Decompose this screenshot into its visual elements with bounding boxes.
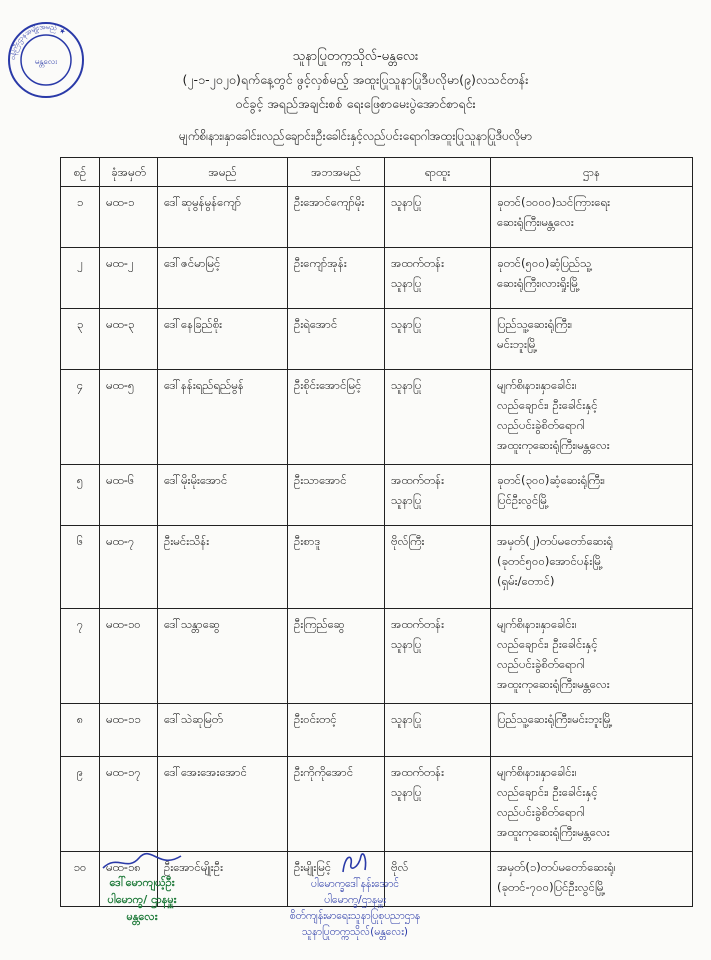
cell-father: ဦးသာအောင် (288, 465, 385, 526)
cell-dept (491, 465, 693, 526)
cell-roll: မထ-၁၁ (100, 704, 158, 757)
cell-dept (491, 852, 693, 907)
cell-father: ဦးကိုကိုအောင် (288, 757, 385, 852)
cell-rank (385, 187, 491, 248)
cell-roll: မထ-၁၀ (100, 609, 158, 704)
table-header-row (61, 158, 693, 187)
dept-line: ဆေးရုံကြီး၊မန္တလေး (497, 215, 574, 229)
col-header-rank: ရာထူး (385, 158, 491, 187)
rank-line: အထက်တန်း (391, 256, 444, 270)
rank-line: အထက်တန်း (391, 473, 444, 487)
signer-right-name: ပါမောက္ခဒေါ်နန်းအောင် (310, 878, 400, 890)
cell-name: ဒေါ်နေခြည်စိုး (158, 309, 288, 370)
cell-no: ၅ (61, 465, 100, 526)
dept-line: လည်ပင်းခွဲစိတ်ရောဂါ (497, 418, 586, 432)
cell-no: ၈ (61, 704, 100, 757)
doc-title-list: ဝင်ခွင့် အရည်အချင်းစစ် ရေးဖြေစာမေးပွဲအောင်စာရင်း (235, 96, 476, 111)
dept-line: ခုတင်(၁၀၀၀)သင်ကြားရေး (497, 195, 610, 209)
cell-father: ဦးဝင်းတင့် (288, 704, 385, 757)
cell-roll: မထ-၂ (100, 248, 158, 309)
cell-rank (385, 248, 491, 309)
table-row (61, 309, 693, 370)
cell-roll: မထ-၆ (100, 465, 158, 526)
rank-line: သူနာပြု (391, 195, 422, 209)
rank-line: သူနာပြု (391, 317, 422, 331)
cell-no: ၁ (61, 187, 100, 248)
cell-father: ဦးစာဒူ (288, 526, 385, 609)
dept-line: အမှတ်(၁)တပ်မတော်ဆေးရုံ၊ (497, 860, 616, 874)
handwritten-signature-left (97, 850, 187, 874)
cell-roll: မထ-၃ (100, 309, 158, 370)
dept-line: လည်ချောင်း၊ ဦးခေါင်းနှင့် (497, 785, 598, 799)
cell-roll: မထ-၁၇ (100, 757, 158, 852)
dept-line: ခုတင်(၃၀၀)ဆံ့ဆေးရုံကြီး၊ (497, 473, 605, 487)
cell-no: ၉ (61, 757, 100, 852)
dept-line: လည်ပင်းခွဲစိတ်ရောဂါ (497, 657, 586, 671)
signer-right-title: ပါမောက္ခ/ဌာနမှူး (324, 894, 386, 906)
dept-line: ပြင်ဦးလွင်မြို့ (497, 493, 549, 507)
rank-line: သူနာပြု (391, 493, 422, 507)
cell-no: ၁၀ (61, 852, 100, 907)
cell-rank (385, 609, 491, 704)
signature-block-right (225, 850, 485, 940)
doc-title-university: သူနာပြုတက္ကသိုလ်-မန္တလေး (292, 49, 419, 64)
table-row (61, 526, 693, 609)
dept-line: ပြည်သူ့ဆေးရုံကြီး၊ (497, 317, 573, 331)
cell-rank (385, 309, 491, 370)
dept-line: လည်ချောင်း၊ ဦးခေါင်းနှင့် (497, 637, 598, 651)
results-table (60, 157, 693, 907)
dept-line: အထူးကုဆေးရုံကြီး၊မန္တလေး (497, 825, 610, 839)
cell-rank (385, 370, 491, 465)
cell-no: ၂ (61, 248, 100, 309)
cell-rank (385, 704, 491, 757)
rank-line: ဗိုလ် (391, 860, 409, 874)
dept-line: (ခုတင်-၇၀၀)ပြင်ဦးလွင်မြို့ (497, 880, 606, 894)
cell-father: ဦးမျိုးမြင့် (288, 852, 385, 907)
signer-left-name: ဒေါ်မောကျယ့်ဦး (109, 876, 175, 889)
cell-name: ဦးအောင်မျိုးဦး (158, 852, 288, 907)
cell-rank (385, 526, 491, 609)
cell-father: ဦးရဲအောင် (288, 309, 385, 370)
seal-ring-text: ဝန်ကြီးဌာနအမျိုးအမည် ★ (8, 22, 68, 61)
cell-dept (491, 309, 693, 370)
doc-title-course: (၂-၁-၂၀၂၀)ရက်နေ့တွင် ဖွင့်လှစ်မည့် အထူးပြုသူနာပြုဒီပလိုမာ(၉)လသင်တန်း (182, 72, 529, 87)
cell-dept (491, 609, 693, 704)
table-row (61, 370, 693, 465)
doc-subtitle-specialty: မျက်စိ၊နား၊နှာခေါင်း၊လည်ချောင်း၊ဦးခေါင်းနှင့်လည်ပင်းရောဂါအထူးပြုသူနာပြုဒီပလိုမာ (179, 129, 532, 143)
dept-line: အထူးကုဆေးရုံကြီး၊မန္တလေး (497, 438, 610, 452)
cell-name: ဒေါ်အေးအေးအောင် (158, 757, 288, 852)
dept-line: မင်းဘူးမြို့ (497, 337, 538, 351)
cell-rank (385, 757, 491, 852)
cell-father: ဦးစိုင်းအောင်မြင့် (288, 370, 385, 465)
cell-name: ဒေါ်သန္တာဆွေ (158, 609, 288, 704)
cell-no: ၄ (61, 370, 100, 465)
cell-roll: မထ-၁၈ (100, 852, 158, 907)
cell-dept (491, 526, 693, 609)
signature-block-left (52, 850, 232, 925)
handwritten-signature-right (335, 850, 375, 876)
cell-rank (385, 465, 491, 526)
rank-line: သူနာပြု (391, 637, 422, 651)
dept-line: မျက်စိ၊နား၊နှာခေါင်း၊ (497, 765, 577, 779)
rank-line: ဗိုလ်ကြီး (391, 534, 425, 548)
dept-line: အထူးကုဆေးရုံကြီး၊မန္တလေး (497, 677, 610, 691)
rank-line: အထက်တန်း (391, 617, 444, 631)
rank-line: သူနာပြု (391, 712, 422, 726)
dept-line: လည်ချောင်း၊ ဦးခေါင်းနှင့် (497, 398, 598, 412)
dept-line: ခုတင်(၅၀၀)ဆံ့ပြည်သူ့ (497, 256, 592, 270)
table-row (61, 465, 693, 526)
signer-left-title: ပါမောက္ခ/ ဌာနမှူး (107, 893, 177, 906)
table-row (61, 248, 693, 309)
table-row (61, 609, 693, 704)
cell-father: ဦးအောင်ကျော်မိုး (288, 187, 385, 248)
cell-dept (491, 248, 693, 309)
dept-line: လည်ပင်းခွဲစိတ်ရောဂါ (497, 805, 586, 819)
rank-line: သူနာပြု (391, 378, 422, 392)
table-row (61, 757, 693, 852)
col-header-no: စဉ် (61, 158, 100, 187)
dept-line: ဆေးရုံကြီး၊လားရှိုးမြို့ (497, 276, 580, 290)
signer-right-institution: သူနာပြုတက္ကသိုလ်(မန္တလေး) (302, 926, 408, 938)
col-header-dept: ဌာန (491, 158, 693, 187)
cell-roll: မထ-၁ (100, 187, 158, 248)
dept-line: မျက်စိ၊နား၊နှာခေါင်း၊ (497, 378, 577, 392)
cell-no: ၇ (61, 609, 100, 704)
cell-name: ဦးမင်းသိန်း (158, 526, 288, 609)
table-row (61, 704, 693, 757)
cell-father: ဦးကြည်ဆွေ (288, 609, 385, 704)
cell-name: ဒေါ်နန်းရည်ရည်မွန် (158, 370, 288, 465)
dept-line: ပြည်သူ့ဆေးရုံကြီး၊မင်းဘူးမြို့ (497, 712, 613, 726)
dept-line: မျက်စိ၊နား၊နှာခေါင်း၊ (497, 617, 577, 631)
cell-roll: မထ-၅ (100, 370, 158, 465)
rank-line: သူနာပြု (391, 785, 422, 799)
signer-left-place: မန္တလေး (126, 910, 158, 923)
table-row (61, 187, 693, 248)
cell-no: ၃ (61, 309, 100, 370)
cell-name: ဒေါ်မိုးမိုးအောင် (158, 465, 288, 526)
col-header-name: အမည် (158, 158, 288, 187)
rank-line: သူနာပြု (391, 276, 422, 290)
col-header-father: အဘအမည် (288, 158, 385, 187)
dept-line: (ရှမ်း/တောင်) (497, 574, 555, 588)
dept-line: (ခုတင်၅၀၀)အောင်ပန်းမြို့ (497, 554, 603, 568)
rank-line: အထက်တန်း (391, 765, 444, 779)
dept-line: အမှတ်(၂)တပ်မတော်ဆေးရုံ (497, 534, 613, 548)
cell-dept (491, 370, 693, 465)
cell-name: ဒေါ်ဇင်မာမြင့် (158, 248, 288, 309)
cell-dept (491, 704, 693, 757)
cell-roll: မထ-၇ (100, 526, 158, 609)
cell-father: ဦးကျော်အုန်း (288, 248, 385, 309)
cell-name: ဒေါ်သဲဆုမြတ် (158, 704, 288, 757)
cell-no: ၆ (61, 526, 100, 609)
signer-right-dept: စိတ်ကျန်းမာရေးသူနာပြုစုပညာဌာန (289, 910, 421, 922)
seal-center-text: မန္တလေး (34, 57, 58, 66)
col-header-roll: ခုံအမှတ် (100, 158, 158, 187)
cell-dept (491, 187, 693, 248)
cell-name: ဒေါ်ဆုမွန်မွန်ကျော် (158, 187, 288, 248)
cell-dept (491, 757, 693, 852)
